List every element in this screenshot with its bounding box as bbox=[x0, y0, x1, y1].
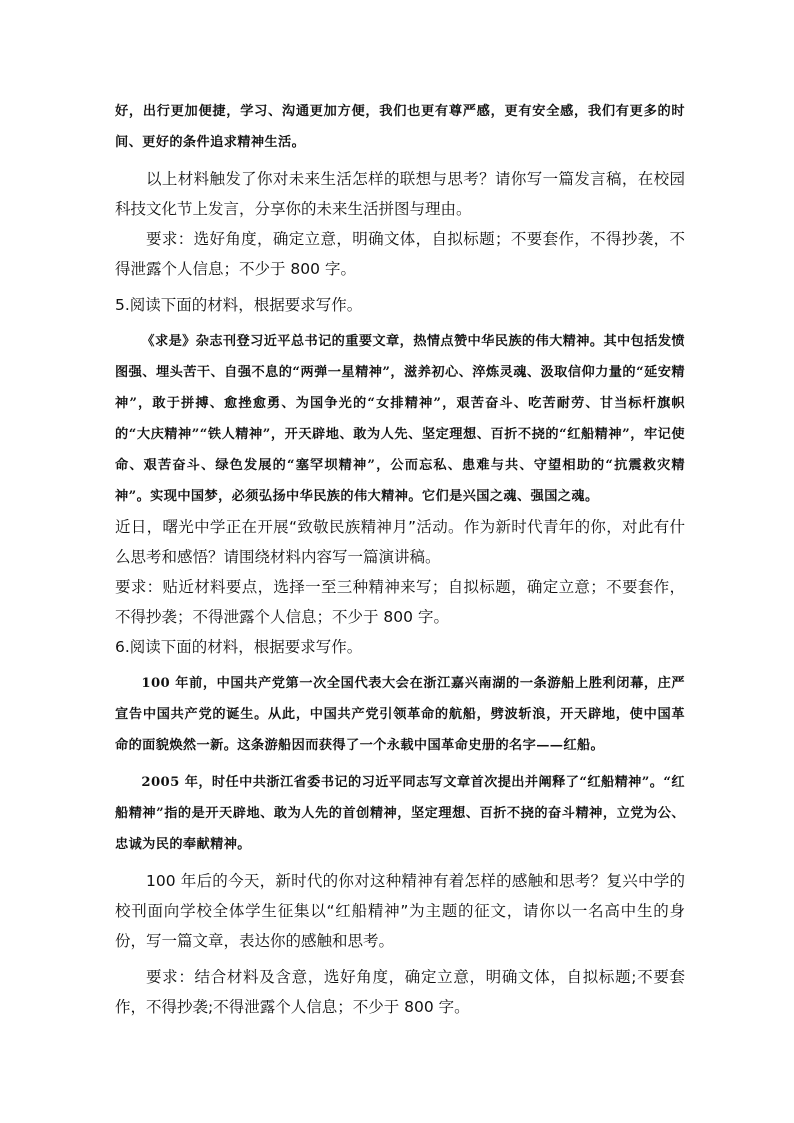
question-heading-6: 6.阅读下面的材料，根据要求写作。 bbox=[115, 638, 363, 656]
quoted-material-5: 《求是》杂志刊登习近平总书记的重要文章，热情点赞中华民族的伟大精神。其中包括发愤图强、埋头苦干、自强不息的“两弹一星精神”，滋养初心、淬炼灵魂、汲取信仰力量的“延安精神”，敢于拼搏、愈挫愈勇、为国争光的“女排精神”，艰苦奋斗、吃苦耐劳、甘当标杆旗帜的“大庆精神”“铁人精神”，开天辟地、敢为人先、坚定理想、百折不挠的“红船精神”，牢记使命、艰苦奋斗、绿色发展的“塞罕坝精神”，公而忘私、患难与共、守望相助的“抗震救灾精神”。实现中国梦，必须弘扬中华民族的伟大精神。它们是兴国之魂、强国之魂。 bbox=[115, 334, 685, 504]
quoted-material-6b: 2005 年，时任中共浙江省委书记的习近平同志写文章首次提出并阐释了“红船精神”。“红船精神”指的是开天辟地、敢为人先的首创精神，坚定理想、百折不挠的奋斗精神，立党为公、忠诚为民的奉献精神。 bbox=[115, 775, 685, 852]
prompt-paragraph: 以上材料触发了你对未来生活怎样的联想与思考？请你写一篇发言稿，在校园科技文化节上发言，分享你的未来生活拼图与理由。 bbox=[115, 170, 685, 218]
prompt-paragraph-5: 近日，曙光中学正在开展“致敬民族精神月”活动。作为新时代青年的你，对此有什么思考和感悟？请围绕材料内容写一篇演讲稿。 bbox=[115, 518, 685, 566]
quoted-material-continuation: 好，出行更加便捷，学习、沟通更加方便，我们也更有尊严感，更有安全感，我们有更多的时间、更好的条件追求精神生活。 bbox=[115, 104, 685, 150]
document-body bbox=[115, 96, 685, 1022]
requirements-paragraph: 要求：选好角度，确定立意，明确文体，自拟标题；不要套作，不得抄袭，不得泄露个人信息；不少于 800 字。 bbox=[115, 230, 685, 278]
question-heading-5: 5.阅读下面的材料，根据要求写作。 bbox=[115, 296, 363, 314]
requirements-paragraph-5: 要求：贴近材料要点，选择一至三种精神来写；自拟标题，确定立意；不要套作，不得抄袭；不得泄露个人信息；不少于 800 字。 bbox=[115, 578, 685, 626]
quoted-material-6a: 100 年前，中国共产党第一次全国代表大会在浙江嘉兴南湖的一条游船上胜利闭幕，庄严宣告中国共产党的诞生。从此，中国共产党引领革命的航船，劈波斩浪，开天辟地，使中国革命的面貌焕然一新。这条游船因而获得了一个永载中国革命史册的名字——红船。 bbox=[115, 676, 685, 753]
requirements-paragraph-6: 要求：结合材料及含意，选好角度，确定立意，明确文体，自拟标题;不要套作，不得抄袭;不得泄露个人信息；不少于 800 字。 bbox=[115, 968, 685, 1016]
prompt-paragraph-6: 100 年后的今天，新时代的你对这种精神有着怎样的感触和思考？复兴中学的校刊面向学校全体学生征集以“红船精神”为主题的征文，请你以一名高中生的身份，写一篇文章，表达你的感触和思考。 bbox=[115, 872, 685, 950]
